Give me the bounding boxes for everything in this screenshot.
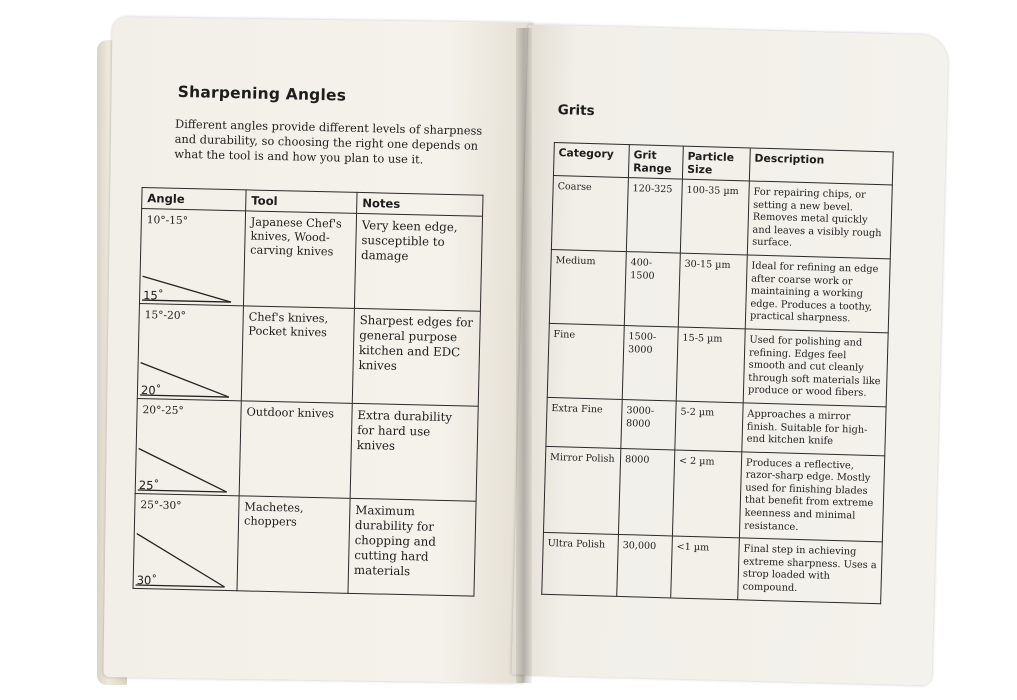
- grit-range-cell: 30,000: [617, 535, 673, 598]
- header-notes: Notes: [357, 192, 483, 216]
- grit-range-cell: 3000-8000: [621, 399, 676, 449]
- angles-table: [132, 187, 483, 597]
- header-tool: Tool: [246, 190, 357, 214]
- left-page-content: [130, 82, 501, 597]
- particle-size-cell: <1 µm: [671, 536, 740, 599]
- table-row: [543, 446, 884, 542]
- angle-range: 25°-30°: [140, 499, 182, 513]
- notes-cell: Maximum durability for chopping and cutting hard materials: [348, 498, 476, 596]
- category-cell: Coarse: [551, 175, 628, 251]
- description-cell: Ideal for refining an edge after coarse work or maintaining a working edge. Produces a toothy, practical sharpness.: [745, 255, 890, 333]
- tool-cell: Chef's knives, Pocket knives: [241, 306, 354, 403]
- header-grit-range: Grit Range: [628, 145, 683, 179]
- tool-cell: Outdoor knives: [239, 401, 352, 498]
- category-cell: Mirror Polish: [543, 446, 620, 535]
- grits-table: [541, 142, 894, 604]
- notes-cell: Sharpest edges for general purpose kitchen and EDC knives: [352, 308, 480, 406]
- description-cell: For repairing chips, or setting a new bevel. Removes metal quickly and leaves a visibly rough surface.: [747, 181, 892, 259]
- grits-table-body: [542, 175, 893, 603]
- intro-paragraph: Different angles provide different levels of sharpness and durability, so choosing the right one depends on what the tool is and how you plan to use it.: [174, 116, 483, 167]
- angle-cell: [135, 398, 241, 495]
- category-cell: Ultra Polish: [542, 533, 619, 596]
- angle-range: 20°-25°: [142, 404, 184, 418]
- table-row: [133, 493, 476, 596]
- header-description: Description: [749, 148, 893, 185]
- grit-range-cell: 8000: [618, 448, 674, 536]
- angle-range: 10°-15°: [146, 214, 189, 228]
- table-row: [135, 398, 478, 501]
- angle-cell: [139, 209, 245, 306]
- angle-label: 15˚: [143, 288, 164, 303]
- table-row: [542, 533, 883, 604]
- angle-label: 20˚: [140, 383, 162, 398]
- particle-size-cell: 5-2 µm: [675, 401, 743, 452]
- table-row: [547, 323, 888, 406]
- grit-range-cell: 1500-3000: [622, 325, 678, 400]
- page-title: Sharpening Angles: [177, 82, 347, 105]
- angle-cell: [133, 493, 239, 590]
- particle-size-cell: < 2 µm: [672, 450, 741, 538]
- angle-label: 25˚: [138, 478, 160, 493]
- table-row: [549, 249, 890, 332]
- angle-label: 30˚: [136, 573, 158, 588]
- book-gutter: [516, 28, 532, 683]
- particle-size-cell: 15-5 µm: [676, 327, 745, 403]
- particle-size-cell: 100-35 µm: [680, 179, 749, 255]
- table-row: [137, 303, 480, 406]
- table-row: [139, 209, 482, 312]
- header-category: Category: [553, 142, 629, 177]
- header-particle-size: Particle Size: [682, 146, 750, 181]
- angle-range: 15°-20°: [144, 309, 186, 323]
- right-page-content: [541, 102, 915, 604]
- description-cell: Approaches a mirror finish. Suitable for high-end kitchen knife: [742, 403, 886, 456]
- angle-cell: [137, 303, 243, 400]
- description-cell: Used for polishing and refining. Edges feel smooth and cut cleanly through soft materials like produce or wood fibers.: [743, 329, 888, 407]
- particle-size-cell: 30-15 µm: [678, 253, 747, 329]
- description-cell: Final step in achieving extreme sharpness. Uses a strop loaded with compound.: [738, 538, 883, 603]
- description-cell: Produces a reflective, razor-sharp edge. Mostly used for finishing blades that benefit from extreme keenness and minimal resistance.: [739, 452, 884, 543]
- grit-range-cell: 120-325: [626, 178, 682, 253]
- page-title: Grits: [557, 102, 595, 120]
- notes-cell: Extra durability for hard use knives: [350, 403, 478, 501]
- header-angle: Angle: [142, 188, 246, 211]
- notes-cell: Very keen edge, susceptible to damage: [354, 213, 482, 311]
- table-row: [551, 175, 892, 258]
- category-cell: Medium: [549, 249, 626, 325]
- tool-cell: Machetes, choppers: [237, 496, 350, 593]
- angles-table-body: [133, 209, 483, 597]
- grit-range-cell: 400-1500: [624, 252, 680, 327]
- category-cell: Fine: [547, 323, 624, 399]
- category-cell: Extra Fine: [546, 397, 622, 448]
- tool-cell: Japanese Chef's knives, Wood-carving knives: [243, 211, 356, 308]
